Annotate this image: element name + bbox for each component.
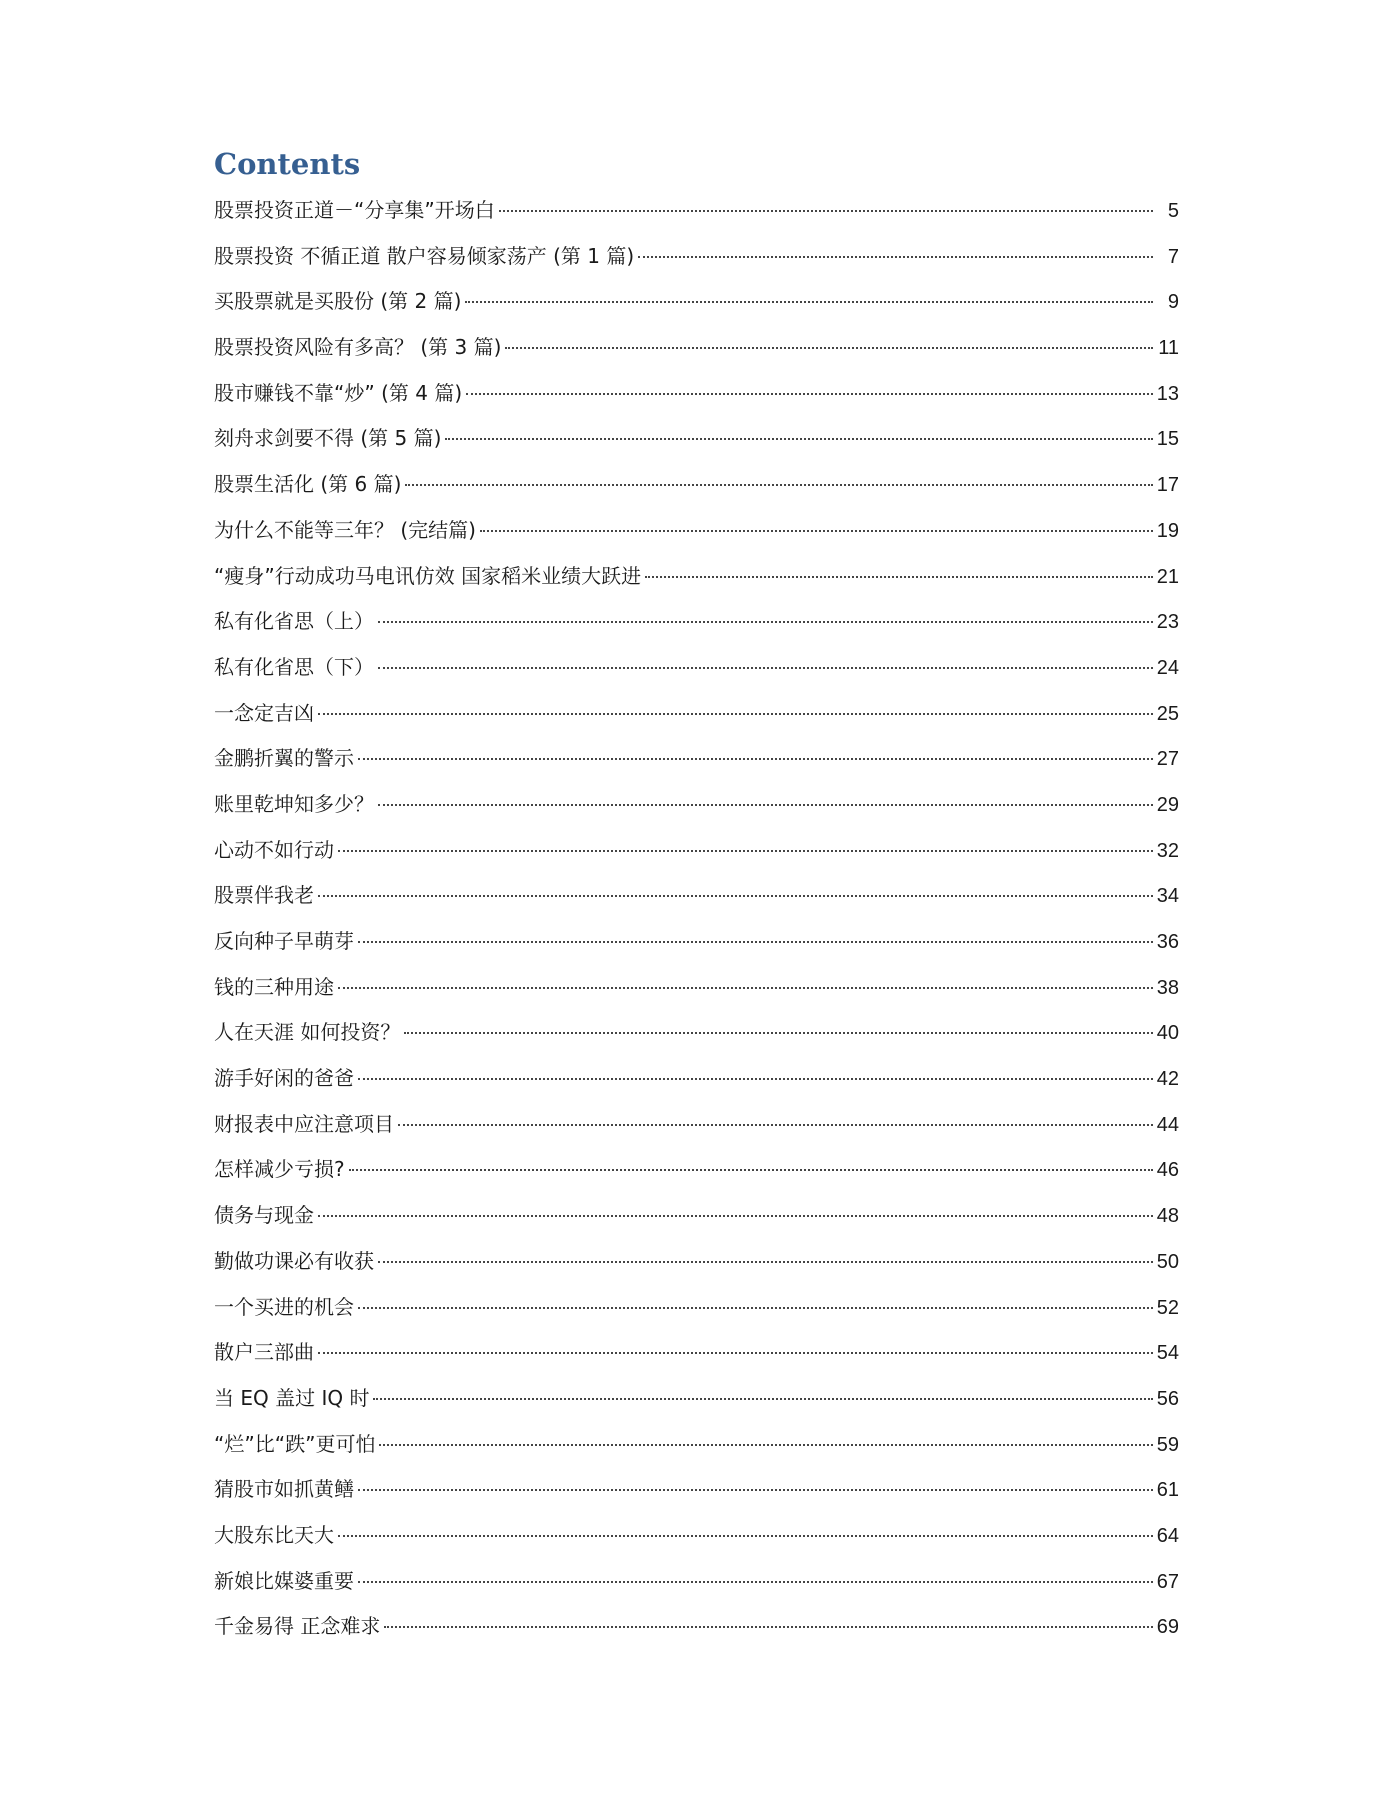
dot-leader bbox=[338, 1535, 1153, 1537]
dot-leader bbox=[318, 1352, 1153, 1354]
dot-leader bbox=[384, 1626, 1152, 1628]
toc-entry-title: 股市赚钱不靠“炒” (第 4 篇) bbox=[214, 380, 463, 405]
toc-entry-page-number: 11 bbox=[1158, 337, 1179, 360]
dot-leader bbox=[318, 1215, 1153, 1217]
toc-entry-title: 私有化省思（下） bbox=[214, 654, 374, 679]
toc-entry-page-number: 23 bbox=[1156, 611, 1179, 634]
toc-entry[interactable] bbox=[214, 1382, 1179, 1428]
toc-entry-page-number: 9 bbox=[1167, 291, 1179, 314]
toc-entry-page-number: 29 bbox=[1156, 793, 1179, 816]
dot-leader bbox=[465, 301, 1153, 303]
toc-entry-page-number: 15 bbox=[1156, 428, 1179, 451]
dot-leader bbox=[338, 850, 1153, 852]
toc-entry-page-number: 61 bbox=[1156, 1479, 1179, 1502]
toc-entry-page-number: 5 bbox=[1167, 200, 1179, 222]
dot-leader bbox=[405, 484, 1152, 486]
toc-entry[interactable] bbox=[214, 697, 1179, 743]
toc-entry[interactable] bbox=[214, 742, 1179, 788]
toc-entry-page-number: 52 bbox=[1156, 1296, 1179, 1319]
dot-leader bbox=[378, 667, 1153, 669]
toc-entry[interactable] bbox=[214, 560, 1179, 606]
toc-entry-title: 债务与现金 bbox=[214, 1203, 314, 1228]
toc-entry-title: 股票伴我老 bbox=[214, 883, 314, 908]
dot-leader bbox=[404, 1032, 1152, 1034]
dot-leader bbox=[358, 1307, 1153, 1309]
toc-entry-page-number: 44 bbox=[1156, 1113, 1179, 1136]
toc-entry-title: 当 EQ 盖过 IQ 时 bbox=[214, 1385, 370, 1410]
toc-entry[interactable] bbox=[214, 285, 1179, 331]
toc-heading: Contents bbox=[214, 147, 361, 181]
toc-entry[interactable] bbox=[214, 834, 1179, 880]
dot-leader bbox=[638, 256, 1153, 258]
dot-leader bbox=[645, 576, 1153, 578]
toc-entry[interactable] bbox=[214, 925, 1179, 971]
toc-entry-title: “烂”比“跌”更可怕 bbox=[214, 1431, 376, 1456]
toc-entry[interactable] bbox=[214, 377, 1179, 423]
toc-entry-title: 股票投资 不循正道 散户容易倾家荡产 (第 1 篇) bbox=[214, 243, 635, 268]
dot-leader bbox=[445, 438, 1152, 440]
toc-entry-page-number: 40 bbox=[1156, 1022, 1179, 1045]
toc-entry[interactable] bbox=[214, 1428, 1179, 1474]
dot-leader bbox=[505, 347, 1153, 349]
dot-leader bbox=[318, 895, 1153, 897]
toc-entry-title: 猜股市如抓黄鳝 bbox=[214, 1477, 354, 1502]
toc-entry-page-number: 67 bbox=[1156, 1570, 1179, 1593]
toc-entry-title: 心动不如行动 bbox=[214, 837, 334, 862]
toc-entry-page-number: 34 bbox=[1156, 885, 1179, 908]
toc-entry-page-number: 54 bbox=[1156, 1342, 1179, 1365]
toc-entry-page-number: 59 bbox=[1156, 1433, 1179, 1456]
toc-entry[interactable] bbox=[214, 331, 1179, 377]
dot-leader bbox=[373, 1398, 1152, 1400]
toc-entry-page-number: 42 bbox=[1156, 1068, 1179, 1091]
toc-entry[interactable] bbox=[214, 1199, 1179, 1245]
toc-entry[interactable] bbox=[214, 1153, 1179, 1199]
dot-leader bbox=[398, 1124, 1153, 1126]
toc-entry[interactable] bbox=[214, 194, 1179, 240]
dot-leader bbox=[480, 530, 1153, 532]
toc-entry-title: 钱的三种用途 bbox=[214, 974, 334, 999]
toc-entry[interactable] bbox=[214, 1291, 1179, 1337]
toc-entry-page-number: 7 bbox=[1167, 245, 1179, 268]
dot-leader bbox=[378, 621, 1153, 623]
dot-leader bbox=[379, 1444, 1152, 1446]
toc-entry-page-number: 13 bbox=[1156, 382, 1179, 405]
dot-leader bbox=[499, 210, 1153, 212]
toc-entry-title: 账里乾坤知多少？ bbox=[214, 791, 374, 816]
toc-entry-page-number: 17 bbox=[1156, 474, 1179, 497]
toc-entry-title: “瘦身”行动成功马电讯仿效 国家稻米业绩大跃进 bbox=[214, 563, 642, 588]
toc-entry-title: 散户三部曲 bbox=[214, 1340, 314, 1365]
toc-entry-page-number: 64 bbox=[1156, 1524, 1179, 1547]
toc-entry-page-number: 48 bbox=[1156, 1205, 1179, 1228]
toc-entry-page-number: 36 bbox=[1156, 931, 1179, 953]
toc-entry-page-number: 19 bbox=[1156, 519, 1179, 542]
toc-entry-title: 股票生活化 (第 6 篇) bbox=[214, 472, 402, 497]
dot-leader bbox=[318, 713, 1153, 715]
toc-entry[interactable] bbox=[214, 971, 1179, 1017]
toc-entry-title: 刻舟求剑要不得 (第 5 篇) bbox=[214, 426, 442, 451]
toc-entry-title: 千金易得 正念难求 bbox=[214, 1614, 381, 1639]
dot-leader bbox=[378, 1261, 1153, 1263]
toc-entry-page-number: 46 bbox=[1156, 1159, 1179, 1182]
toc-entry-title: 买股票就是买股份 (第 2 篇) bbox=[214, 289, 462, 314]
toc-entry[interactable] bbox=[214, 651, 1179, 697]
toc-entry[interactable] bbox=[214, 468, 1179, 514]
toc-entry-title: 游手好闲的爸爸 bbox=[214, 1066, 354, 1091]
toc-entry-page-number: 56 bbox=[1156, 1387, 1179, 1410]
dot-leader bbox=[338, 987, 1153, 989]
toc-entry-title: 反向种子早萌芽 bbox=[214, 929, 354, 953]
toc-entry-title: 股票投资正道－“分享集”开场白 bbox=[214, 198, 495, 222]
toc-entry-page-number: 50 bbox=[1156, 1250, 1179, 1273]
dot-leader bbox=[349, 1169, 1153, 1171]
toc-entry[interactable] bbox=[214, 788, 1179, 834]
toc-entry[interactable] bbox=[214, 514, 1179, 560]
toc-entry[interactable] bbox=[214, 1565, 1179, 1611]
toc-entry[interactable] bbox=[214, 1108, 1179, 1154]
toc-entry[interactable] bbox=[214, 605, 1179, 651]
toc-entry[interactable] bbox=[214, 1062, 1179, 1108]
dot-leader bbox=[358, 758, 1153, 760]
toc-entry-title: 为什么不能等三年？ (完结篇) bbox=[214, 517, 476, 542]
toc-entry[interactable] bbox=[214, 1245, 1179, 1291]
toc-entry-title: 人在天涯 如何投资？ bbox=[214, 1020, 401, 1045]
toc-entry[interactable] bbox=[214, 422, 1179, 468]
toc-entry-page-number: 38 bbox=[1156, 976, 1179, 999]
toc-entry-title: 财报表中应注意项目 bbox=[214, 1111, 394, 1136]
toc-entry[interactable] bbox=[214, 1610, 1179, 1656]
toc-entry-title: 一念定吉凶 bbox=[214, 700, 314, 725]
toc-entry-page-number: 21 bbox=[1156, 565, 1179, 588]
dot-leader bbox=[466, 393, 1153, 395]
toc-entry-title: 金鹏折翼的警示 bbox=[214, 746, 354, 771]
toc-entry-title: 新娘比媒婆重要 bbox=[214, 1568, 354, 1593]
toc-entry-title: 股票投资风险有多高？ (第 3 篇) bbox=[214, 335, 502, 360]
dot-leader bbox=[378, 804, 1153, 806]
toc-entry[interactable] bbox=[214, 1336, 1179, 1382]
toc-entry-page-number: 27 bbox=[1156, 748, 1179, 771]
toc-entry-title: 大股东比天大 bbox=[214, 1522, 334, 1547]
toc-entry-page-number: 24 bbox=[1156, 656, 1179, 679]
toc-entry-page-number: 25 bbox=[1156, 702, 1179, 725]
toc-entry-page-number: 32 bbox=[1156, 839, 1179, 862]
dot-leader bbox=[358, 1489, 1153, 1491]
toc-entry-page-number: 69 bbox=[1156, 1616, 1179, 1639]
toc-entry[interactable] bbox=[214, 879, 1179, 925]
toc-entry[interactable] bbox=[214, 1016, 1179, 1062]
toc-entry[interactable] bbox=[214, 1473, 1179, 1519]
toc-entry-title: 私有化省思（上） bbox=[214, 609, 374, 634]
toc-entry[interactable] bbox=[214, 240, 1179, 286]
dot-leader bbox=[358, 941, 1153, 943]
toc-entry-title: 一个买进的机会 bbox=[214, 1294, 354, 1319]
toc-entry-title: 勤做功课必有收获 bbox=[214, 1248, 374, 1273]
dot-leader bbox=[358, 1078, 1153, 1080]
toc-entry-title: 怎样减少亏损? bbox=[214, 1157, 345, 1182]
dot-leader bbox=[358, 1581, 1153, 1583]
toc-entry[interactable] bbox=[214, 1519, 1179, 1565]
toc-list bbox=[214, 194, 1179, 1656]
